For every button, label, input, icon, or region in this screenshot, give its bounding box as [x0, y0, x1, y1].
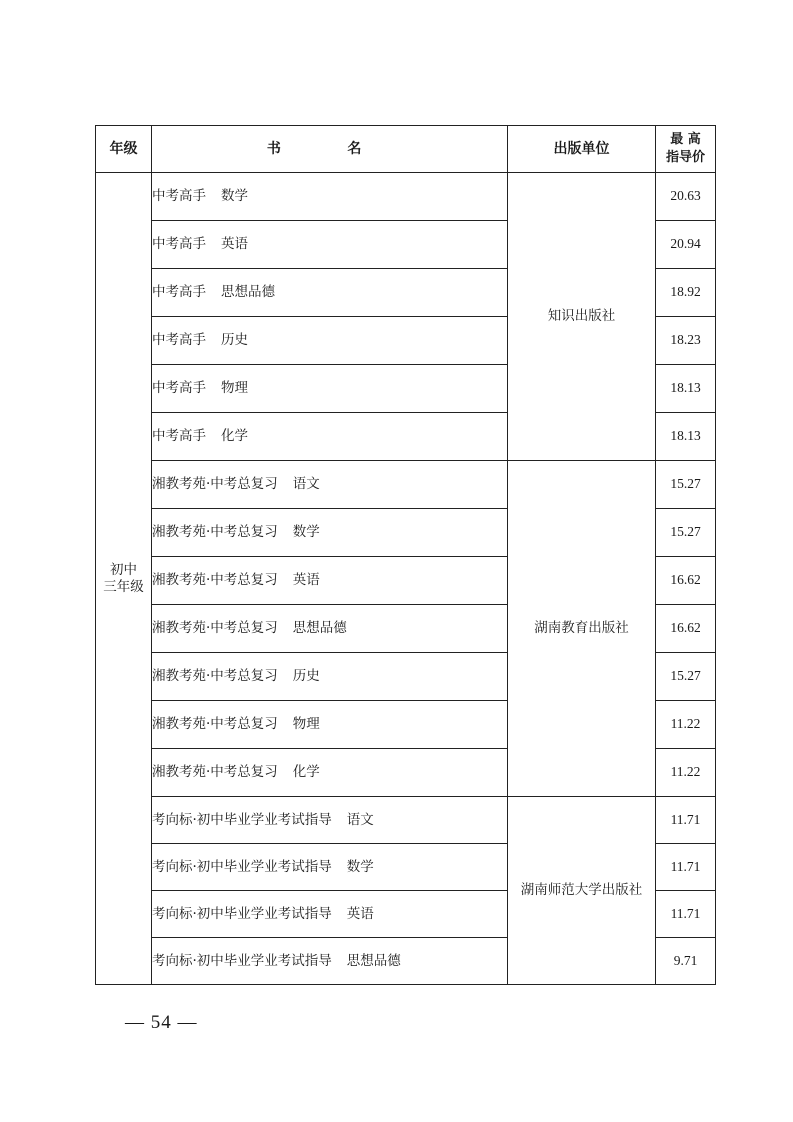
table-header-row	[96, 126, 716, 173]
publisher-cell: 知识出版社	[508, 173, 656, 461]
header-max-price	[656, 126, 716, 173]
table-row	[96, 461, 716, 509]
price-cell: 15.27	[656, 509, 716, 557]
price-cell: 18.13	[656, 365, 716, 413]
header-title: 书 名	[152, 126, 508, 173]
header-max-price-line1: 最 高	[670, 132, 701, 148]
book-title: 中考高手 思想品德	[152, 269, 508, 317]
book-title: 中考高手 物理	[152, 365, 508, 413]
price-cell: 20.94	[656, 221, 716, 269]
book-title: 中考高手 化学	[152, 413, 508, 461]
textbook-price-table	[95, 125, 716, 985]
page-number: — 54 —	[125, 1012, 198, 1033]
price-cell: 16.62	[656, 605, 716, 653]
price-cell: 18.23	[656, 317, 716, 365]
book-title: 考向标·初中毕业学业考试指导 英语	[152, 891, 508, 938]
book-title: 湘教考苑·中考总复习 思想品德	[152, 605, 508, 653]
publisher-cell: 湖南教育出版社	[508, 461, 656, 797]
price-cell: 11.71	[656, 797, 716, 844]
price-cell: 18.13	[656, 413, 716, 461]
price-cell: 18.92	[656, 269, 716, 317]
price-cell: 16.62	[656, 557, 716, 605]
price-cell: 15.27	[656, 653, 716, 701]
book-title: 中考高手 数学	[152, 173, 508, 221]
price-cell: 11.71	[656, 844, 716, 891]
book-title: 湘教考苑·中考总复习 数学	[152, 509, 508, 557]
header-grade: 年级	[96, 126, 152, 173]
grade-cell	[96, 173, 152, 985]
price-cell: 11.71	[656, 891, 716, 938]
table-row	[96, 173, 716, 221]
grade-line1: 初中	[110, 562, 137, 579]
price-cell: 11.22	[656, 749, 716, 797]
price-cell: 9.71	[656, 938, 716, 985]
book-title: 湘教考苑·中考总复习 化学	[152, 749, 508, 797]
book-title: 考向标·初中毕业学业考试指导 语文	[152, 797, 508, 844]
book-title: 中考高手 历史	[152, 317, 508, 365]
header-publisher: 出版单位	[508, 126, 656, 173]
grade-line2: 三年级	[103, 578, 144, 595]
price-cell: 11.22	[656, 701, 716, 749]
book-title: 湘教考苑·中考总复习 语文	[152, 461, 508, 509]
book-title: 考向标·初中毕业学业考试指导 思想品德	[152, 938, 508, 985]
publisher-cell: 湖南师范大学出版社	[508, 797, 656, 985]
book-title: 湘教考苑·中考总复习 历史	[152, 653, 508, 701]
price-cell: 15.27	[656, 461, 716, 509]
book-title: 考向标·初中毕业学业考试指导 数学	[152, 844, 508, 891]
header-max-price-line2: 指导价	[665, 150, 705, 165]
book-title: 中考高手 英语	[152, 221, 508, 269]
table-row	[96, 797, 716, 844]
book-title: 湘教考苑·中考总复习 物理	[152, 701, 508, 749]
price-cell: 20.63	[656, 173, 716, 221]
book-title: 湘教考苑·中考总复习 英语	[152, 557, 508, 605]
